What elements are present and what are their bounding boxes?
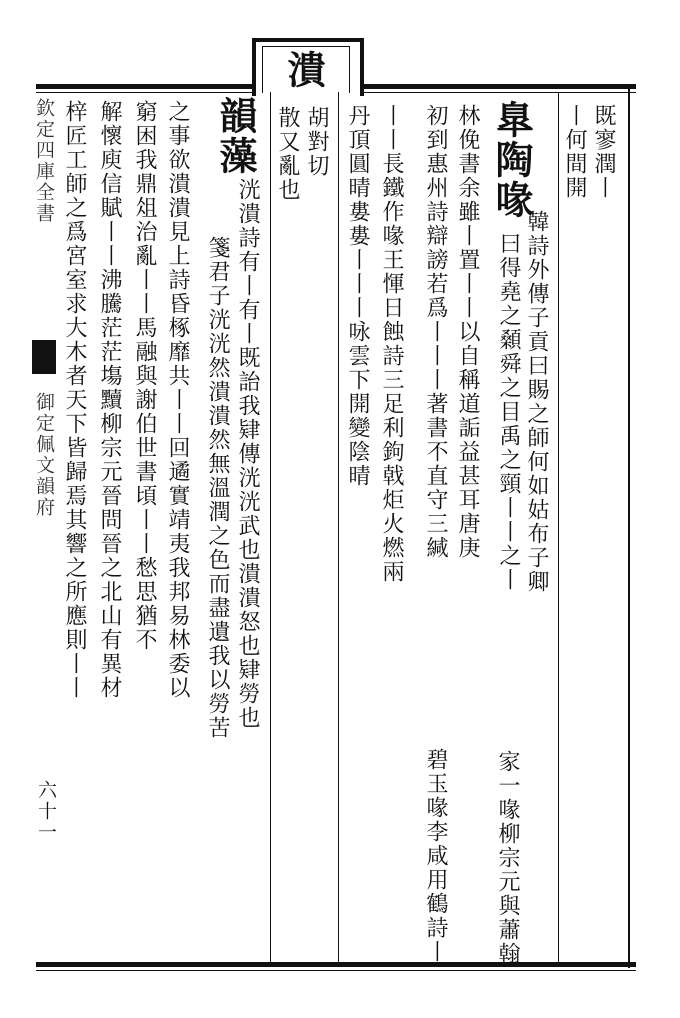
rhyme-note-line-1: 胡對切 <box>304 106 329 178</box>
text-column-9: 丨丨長鐵作喙王惲日蝕詩三足利鉤戟炬火燃兩 <box>379 104 404 584</box>
text-column-8: 碧玉喙李咸用鶴詩丨 <box>423 748 448 964</box>
text-column-11: 洸潰詩有丨有丨既詒我肄傳洸洸武也潰潰怒也肄勞也 <box>235 178 260 730</box>
bottom-border <box>36 962 636 967</box>
right-border <box>628 84 630 968</box>
text-column-5: 家一喙柳宗元與蕭翰 <box>495 750 520 966</box>
text-column-2: 丨何間開 <box>562 104 587 200</box>
page-number: 六十一 <box>35 780 57 843</box>
fish-tail-mark <box>32 340 56 374</box>
text-column-13: 之事欲潰潰見上詩昏椓靡共丨丨回遹實靖夷我邦易林委以 <box>165 100 190 700</box>
column-separator <box>270 92 271 962</box>
entry-head-yunzao: 韻藻 <box>213 96 258 176</box>
text-column-1: 既寥潤丨 <box>591 104 616 200</box>
entry-head-gaotaohui: 臯陶喙 <box>489 100 534 220</box>
text-column-6: 林俛書余雖丨置丨丨以自稱道詬益甚耳唐庚 <box>455 104 480 560</box>
rhyme-note-line-2: 散又亂也 <box>275 106 300 202</box>
column-separator <box>558 92 559 962</box>
text-column-10: 丹頂圓晴婁婁丨丨丨咏雲下開變陰晴 <box>345 104 370 488</box>
margin-collection-title: 欽定四庫全書 <box>33 98 55 224</box>
column-separator <box>338 92 339 962</box>
margin-book-title: 御定佩文韻府 <box>33 392 55 518</box>
text-column-15: 解懷庾信賦丨丨沸騰茫茫塲黷柳宗元晉問晉之北山有異材 <box>97 100 122 700</box>
text-column-3: 韓詩外傳子貢曰賜之師何如姑布子卿 <box>524 210 549 594</box>
text-column-14: 窮困我鼎俎治亂丨丨馬融與謝伯世書頃丨丨愁思猶不 <box>132 100 157 652</box>
text-column-12: 箋君子洸洸然潰潰然無溫潤之色而盡遺我以勞苦 <box>205 236 230 740</box>
text-column-16: 梓匠工師之爲宮室求大木者天下皆歸焉其響之所應則丨丨 <box>62 100 87 700</box>
bottom-border-thin <box>36 970 636 971</box>
header-character: 潰 <box>281 50 326 90</box>
text-column-7: 初到惠州詩辯謗若爲丨丨丨著書不直守三緘 <box>423 104 448 560</box>
text-column-4: 曰得堯之顙舜之目禹之頸丨丨之丨 <box>496 232 521 592</box>
